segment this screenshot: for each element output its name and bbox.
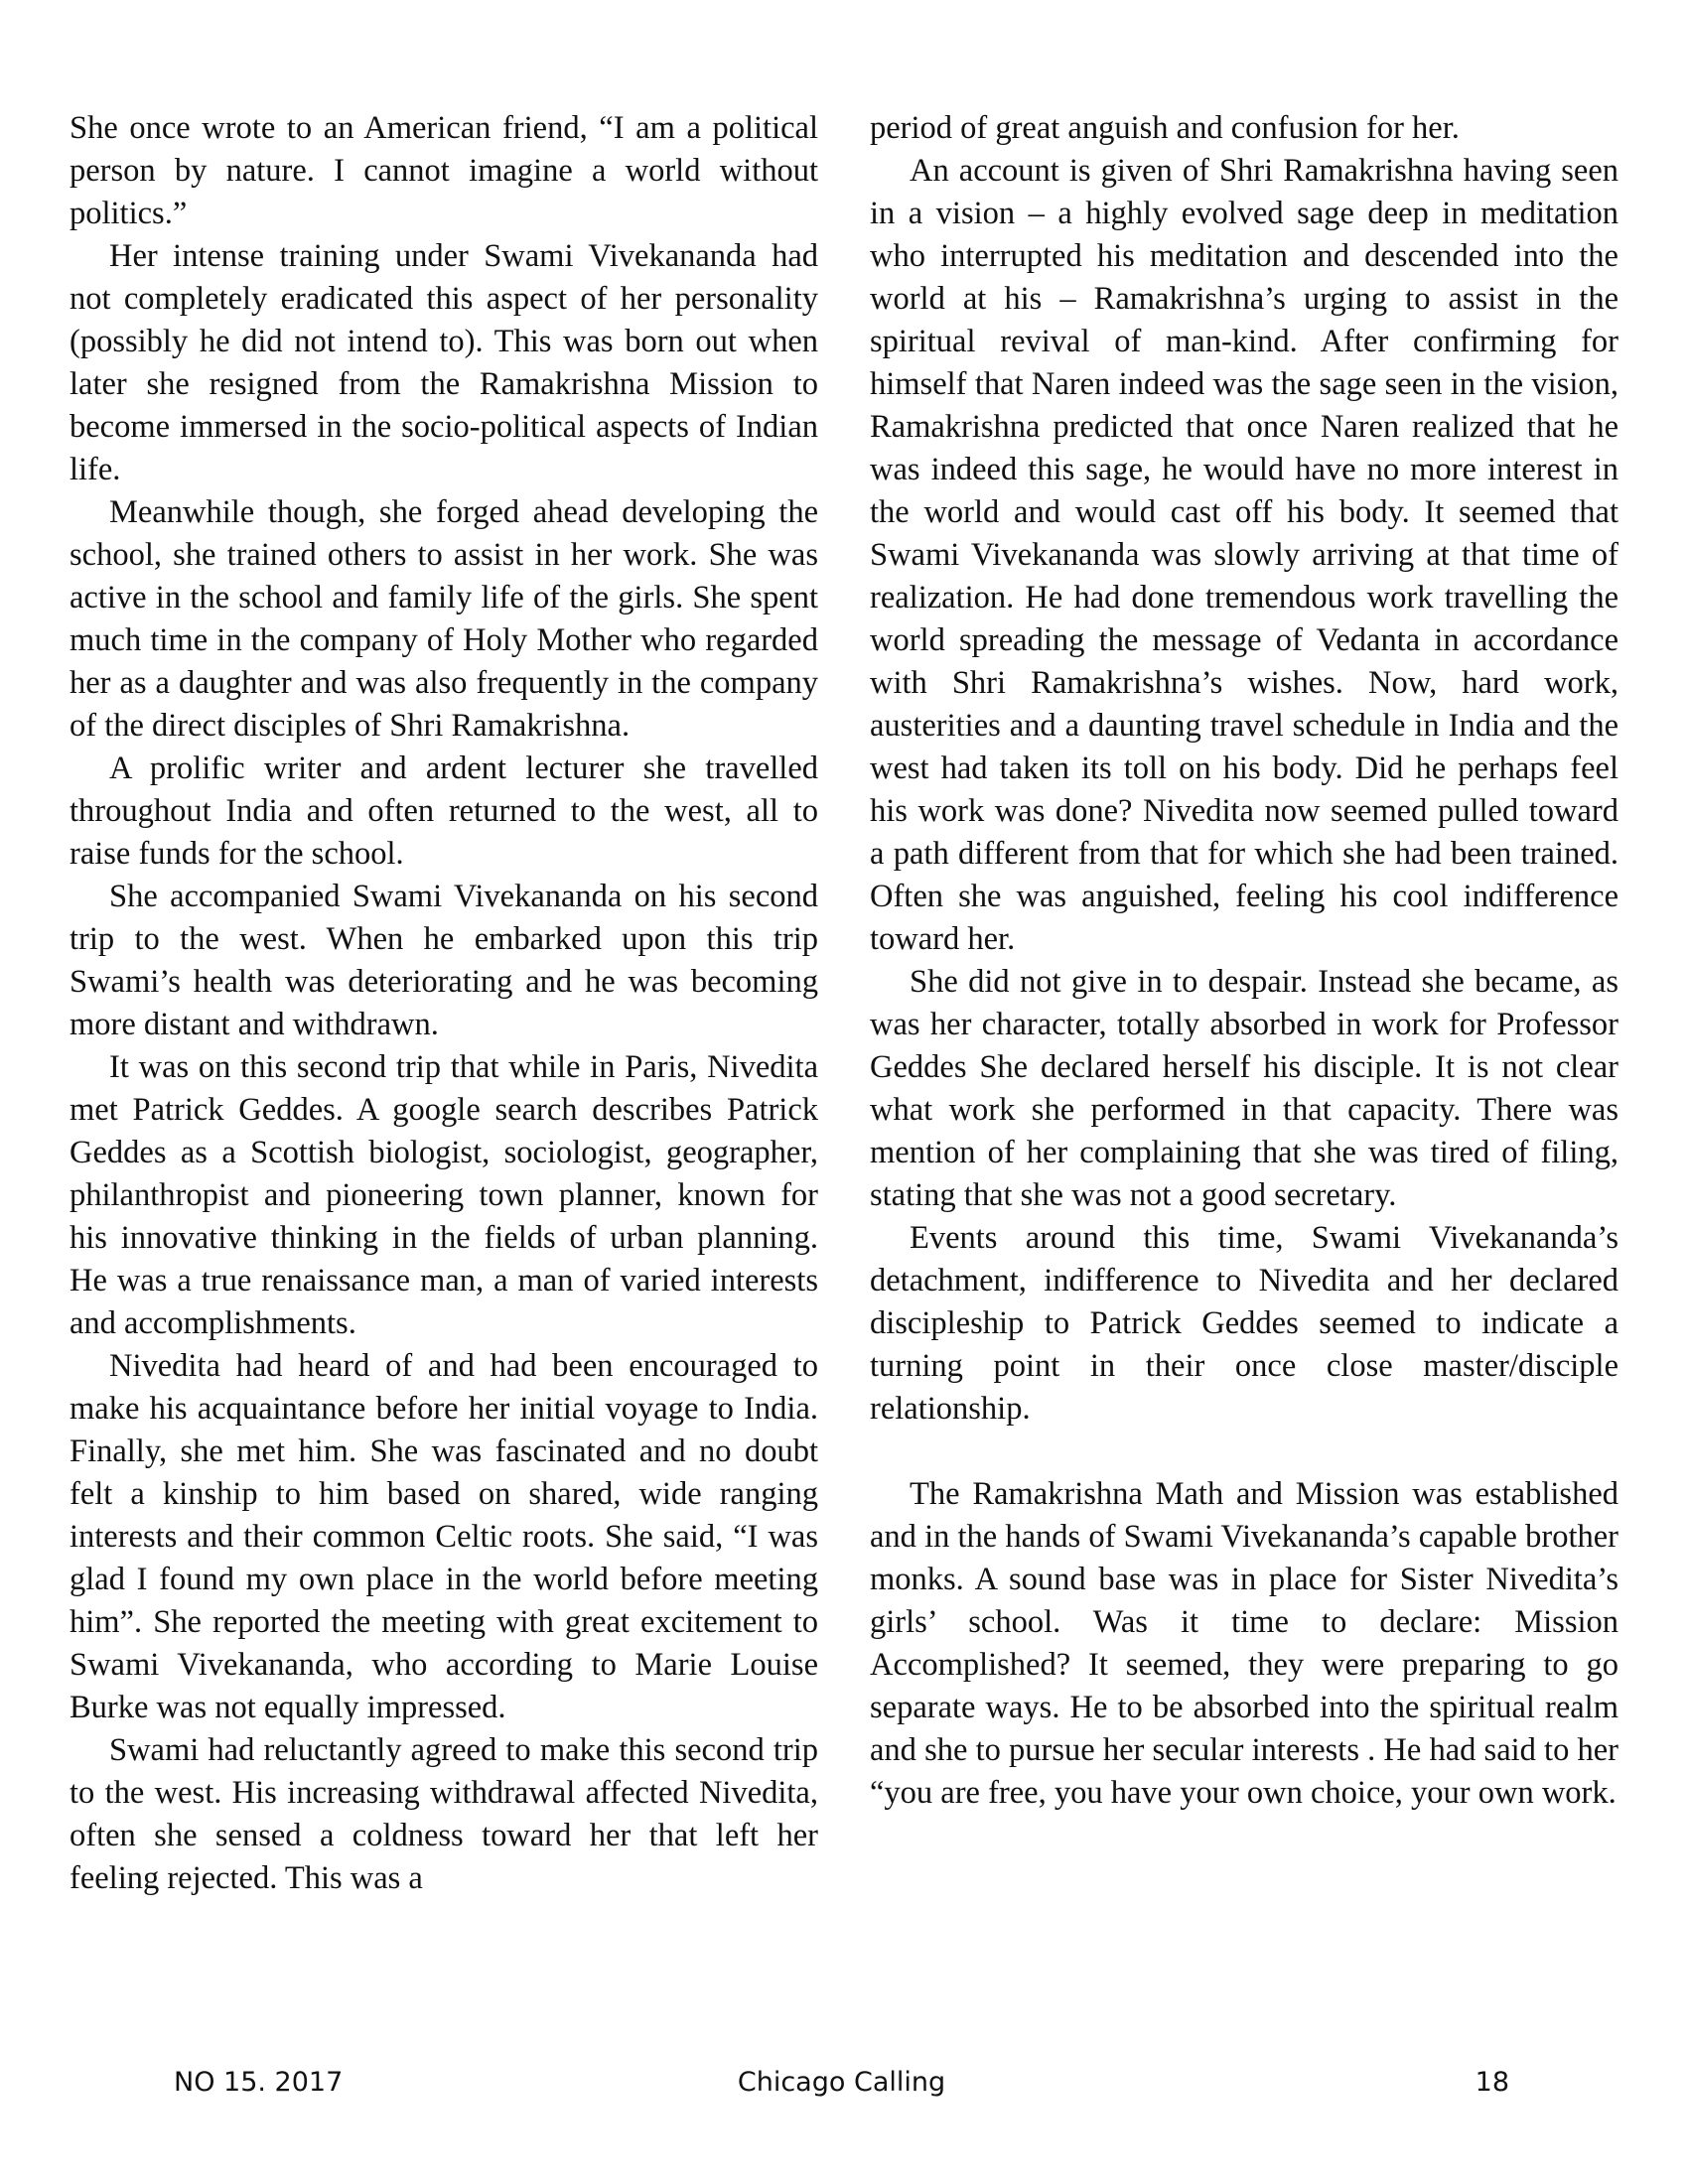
page-footer — [174, 2067, 1509, 2107]
paragraph: An account is given of Shri Ramakrishna having seen in a vision – a highly evolved sage deep in meditation who interrupted his meditation and descended into the world at his – Ramakrishna’s urging to assist in the spiritual revival of man-kind. After confirming for himself that Naren indeed was the sage seen in the vision, Ramakrishna predicted that once Naren realized that he was indeed this sage, he would have no more interest in the world and would cast off his body. It seemed that Swami Vivekananda was slowly arriving at that time of realization. He had done tremendous work travelling the world spreading the message of Vedanta in accordance with Shri Ramakrishna’s wishes. Now, hard work, austerities and a daunting travel schedule in India and the west had taken its toll on his body. Did he perhaps feel his work was done? Nivedita now seemed pulled toward a path different from that for which she had been trained. Often she was anguished, feeling his cool indifference toward her. — [870, 153, 1618, 957]
paragraph: Swami had reluctantly agreed to make this second trip to the west. His increasing withdrawal affected Nivedita, often she sensed a coldness toward her that left her feeling rejected. This was a — [70, 1732, 818, 1896]
publication-name: Chicago Calling — [737, 2067, 946, 2098]
issue-number: NO 15. 2017 — [174, 2067, 344, 2098]
paragraph: The Ramakrishna Math and Mission was established and in the hands of Swami Vivekananda’s capable brother monks. A sound base was in place for Sister Nivedita’s girls’ school. Was it time to declare: Mission Accomplished? It seemed, they were preparing to go separate ways. He to be absorbed into the spiritual realm and she to pursue her secular interests . He had said to her “you are free, you have your own choice, your own work. — [870, 1476, 1618, 1811]
paragraph: A prolific writer and ardent lecturer she travelled throughout India and often returned to the west, all to raise funds for the school. — [70, 751, 818, 872]
paragraph: Events around this time, Swami Vivekananda’s detachment, indifference to Nivedita and her declared discipleship to Patrick Geddes seemed to indicate a turning point in their once close master/disciple relationship. — [870, 1220, 1618, 1427]
right-column — [870, 107, 1618, 2053]
paragraph: She once wrote to an American friend, “I am a political person by nature. I cannot imagine a world without politics.” — [70, 110, 818, 231]
paragraph: period of great anguish and confusion for her. — [870, 110, 1460, 146]
paragraph: Nivedita had heard of and had been encouraged to make his acquaintance before her initial voyage to India. Finally, she met him. She was fascinated and no doubt felt a kinship to him based on shared, wide ranging interests and their common Celtic roots. She said, “I was glad I found my own place in the world before meeting him”. She reported the meeting with great excitement to Swami Vivekananda, who according to Marie Louise Burke was not equally impressed. — [70, 1348, 818, 1725]
paragraph: She did not give in to despair. Instead she became, as was her character, totally absorbed in work for Professor Geddes She declared herself his disciple. It is not clear what work she performed in that capacity. There was mention of her complaining that she was tired of filing, stating that she was not a good secretary. — [870, 964, 1618, 1213]
paragraph: Her intense training under Swami Vivekananda had not completely eradicated this aspect of her personality (possibly he did not intend to). This was born out when later she resigned from the Ramakrishna Mission to become immersed in the socio-political aspects of Indian life. — [70, 238, 818, 487]
left-column — [70, 107, 818, 2053]
paragraph: She accompanied Swami Vivekananda on his second trip to the west. When he embarked upon this trip Swami’s health was deteriorating and he was becoming more distant and withdrawn. — [70, 879, 818, 1042]
page-number: 18 — [1475, 2067, 1509, 2098]
article-body — [70, 107, 1618, 2053]
paragraph: It was on this second trip that while in Paris, Nivedita met Patrick Geddes. A google search describes Patrick Geddes as a Scottish biologist, sociologist, geographer, philanthropist and pioneering town planner, known for his innovative thinking in the fields of urban planning. He was a true renaissance man, a man of varied interests and accomplishments. — [70, 1049, 818, 1341]
paragraph: Meanwhile though, she forged ahead developing the school, she trained others to assist in her work. She was active in the school and family life of the girls. She spent much time in the company of Holy Mother who regarded her as a daughter and was also frequently in the company of the direct disciples of Shri Ramakrishna. — [70, 494, 818, 744]
